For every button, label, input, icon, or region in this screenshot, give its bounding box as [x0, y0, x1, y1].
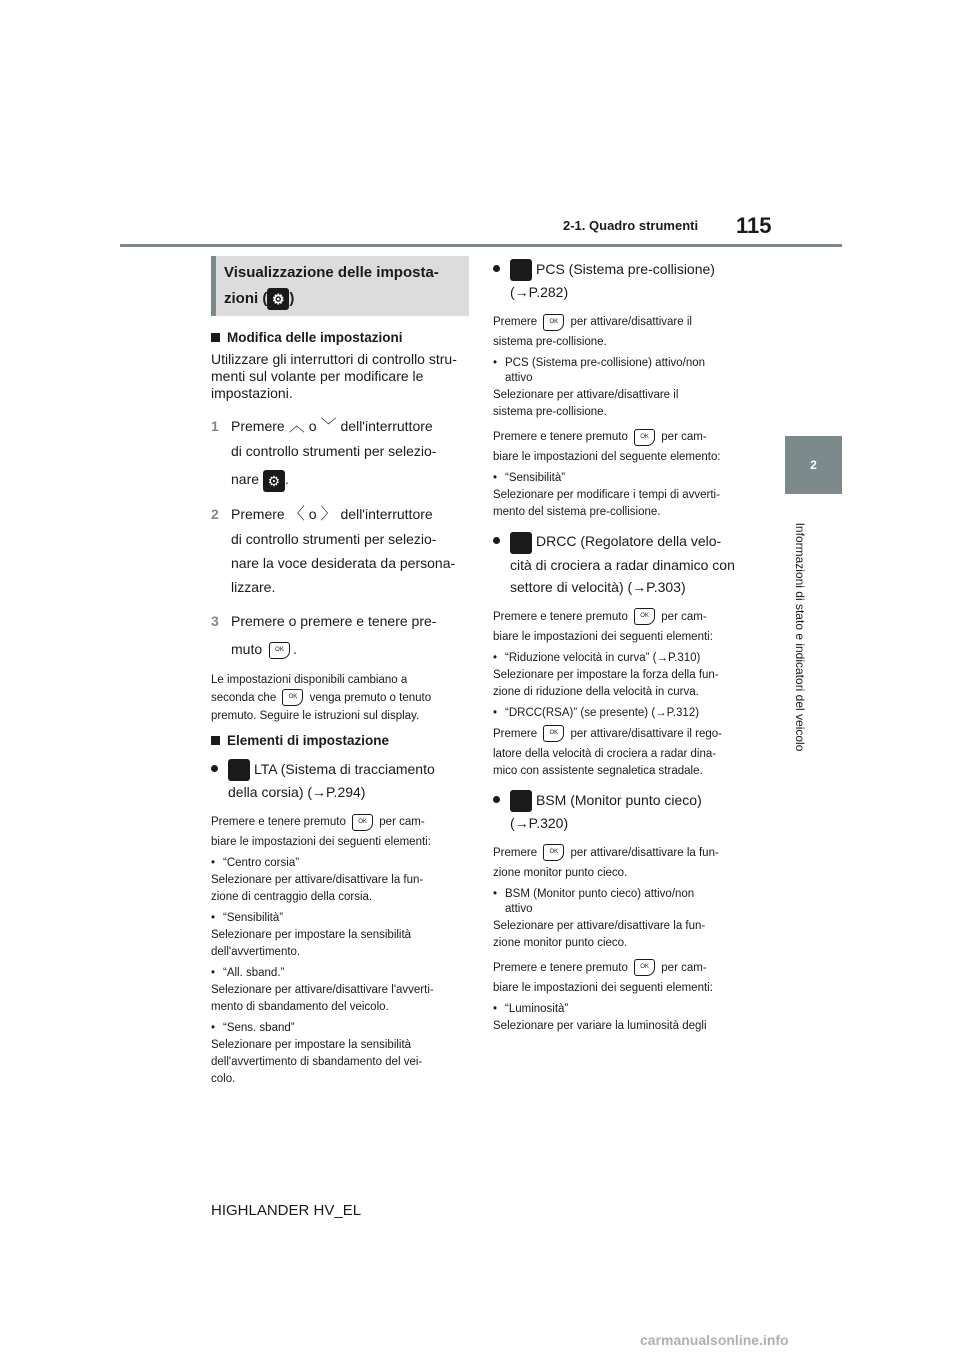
- chapter-title-text: Informazioni di stato e indicatori del veicolo: [793, 522, 807, 752]
- round-bullet-icon: [493, 537, 500, 544]
- drcc-icon: [510, 532, 532, 554]
- item-lta: LTA (Sistema di tracciamento della corsia) (→P.294): [211, 758, 469, 803]
- header-rule: [120, 244, 842, 247]
- item-drcc: DRCC (Regolatore della velo- cità di crociera a radar dinamico con settore di velocità) (→P.303): [493, 530, 751, 597]
- step-1: 1 Premere ︿ o ﹀ dell'interruttore di controllo strumenti per selezio- nare ⚙ .: [211, 414, 469, 492]
- settings-gear-icon: ⚙: [267, 288, 289, 310]
- step-2: 2 Premere 〈 o 〉 dell'interruttore di controllo strumenti per selezio- nare la voce desiderata da persona- lizzare.: [211, 502, 469, 599]
- ok-button-icon: OK: [543, 725, 564, 742]
- round-bullet-icon: [211, 765, 218, 772]
- chevron-left-icon: 〈: [288, 505, 305, 523]
- bsm-icon: [510, 790, 532, 812]
- chevron-down-icon: ﹀: [320, 418, 337, 436]
- footer-model: HIGHLANDER HV_EL: [211, 1202, 362, 1219]
- ok-button-icon: OK: [543, 844, 564, 861]
- square-bullet-icon: [211, 736, 220, 745]
- ok-button-icon: OK: [634, 429, 655, 446]
- watermark: carmanualsonline.info: [640, 1332, 789, 1348]
- subheading-modify: Modifica delle impostazioni: [211, 330, 469, 345]
- chevron-right-icon: 〉: [320, 505, 337, 523]
- right-column: PCS (Sistema pre-collisione) (→P.282) Premere OK per attivare/disattivare il sistema pre-collisione. • PCS (Sistema pre-collisione) attivo/non attivo Selezionare per attivare/disattivare il sistema pre-collisione. Premere e tenere premuto OK per cam- biare le impostazioni del seguente elemento: • “Sensibilità” Selezionare per modificare i tempi di avverti- mento del sistema pre-collisione. DRCC (Regolatore della velo- cità di crociera a radar dinamico con settore di velocità) (→P.303) Premere e tenere premuto OK per cam- biare le impostazioni dei seguenti elementi: • “Riduzione velocità in curva” (→P.310) Selezionare per impostare la forza della fun- zione di riduzione della velocità in curva. • “DRCC(RSA)” (se presente) (→P.312) Premere OK per attivare/disattivare il rego- latore della velocità di crociera a radar dina- mico con assistente segnaletica stradale. BSM (Monitor punto cieco) (→P.320) Premere OK per attivare/disattivare la fun- zione monitor punto cieco. • BSM (Monitor punto cieco) attivo/non attivo Selezionare per attivare/disattivare la fun- zione monitor punto cieco. Premere e tenere premuto OK per cam- biare le impostazioni dei seguenti elementi: • “Luminosità” Selezionare per variare la luminosità degli: [493, 256, 751, 1036]
- bullet-riduzione-velocita: • “Riduzione velocità in curva” (→P.310): [493, 651, 701, 664]
- bullet-sens-sband: • “Sens. sband”: [211, 1022, 295, 1035]
- ok-button-icon: OK: [634, 608, 655, 625]
- ok-button-icon: OK: [352, 814, 373, 831]
- bullet-bsm-on-off: • BSM (Monitor punto cieco) attivo/non attivo: [493, 887, 695, 915]
- bullet-pcs-sensibilita: • “Sensibilità”: [493, 472, 566, 485]
- intro-text: Utilizzare gli interruttori di controllo stru- menti sul volante per modificare le impostazioni.: [211, 351, 457, 401]
- note-text: Le impostazioni disponibili cambiano a seconda che OK venga premuto o tenuto premuto. Seguire le istruzioni sul display.: [211, 673, 432, 722]
- chevron-up-icon: ︿: [288, 418, 305, 436]
- ok-button-icon: OK: [543, 314, 564, 331]
- section-title-line1: Visualizzazione delle imposta-: [224, 264, 439, 281]
- round-bullet-icon: [493, 265, 500, 272]
- chapter-title: [790, 506, 810, 768]
- ok-button-icon: OK: [634, 959, 655, 976]
- settings-gear-icon: ⚙: [263, 470, 285, 492]
- ok-button-icon: OK: [269, 642, 290, 659]
- bullet-sensibilita: • “Sensibilità”: [211, 912, 284, 925]
- lta-icon: [228, 759, 250, 781]
- chapter-tab: 2: [785, 436, 842, 494]
- bullet-drcc-rsa: • “DRCC(RSA)” (se presente) (→P.312): [493, 706, 700, 719]
- left-column: Visualizzazione delle imposta- zioni ( ⚙ ) Modifica delle impostazioni Utilizzare gli interruttori di controllo stru- menti sul volante per modificare le impostazioni. 1 Premere ︿ o ﹀ dell'interruttore di controllo strumenti per selezio- nare ⚙ . 2 Premere 〈 o 〉 dell'interruttore di controllo strumenti per selezio- nare la voce desiderata da persona- lizzare. 3 Premere o premere e tenere pre- muto OK . Le impostazioni disponibili cambiano a seconda che OK venga premuto o tenuto premuto. Seguire le istruzioni sul display. Elementi di impostazione LTA (Sistema di tracciamento della corsia) (→P.294) Premere e tenere premuto OK per cam- biare le impostazioni dei seguenti elementi: • “Centro corsia” Selezionare per attivare/disattivare la fun- zione di centraggio della corsia. • “Sensibilità” Selezionare per impostare la sensibilità dell'avvertimento. • “All. sband.” Selezionare per attivare/disattivare l'avverti- mento di sbandamento del veicolo. • “Sens. sband” Selezionare per impostare la sensibilità dell'avvertimento di sbandamento del vei- colo.: [211, 256, 469, 1089]
- item-pcs: PCS (Sistema pre-collisione) (→P.282): [493, 258, 751, 303]
- bullet-all-sband: • “All. sband.”: [211, 967, 285, 980]
- step-3: 3 Premere o premere e tenere pre- muto OK .: [211, 612, 437, 657]
- square-bullet-icon: [211, 333, 220, 342]
- section-box: [211, 256, 469, 316]
- item-bsm: BSM (Monitor punto cieco) (→P.320): [493, 789, 751, 834]
- bullet-centro-corsia: • “Centro corsia”: [211, 857, 300, 870]
- bullet-pcs-on-off: • PCS (Sistema pre-collisione) attivo/non attivo: [493, 357, 706, 385]
- round-bullet-icon: [493, 796, 500, 803]
- ok-button-icon: OK: [282, 689, 303, 706]
- page-number: 115: [736, 213, 772, 238]
- pcs-icon: [510, 259, 532, 281]
- subheading-elements: Elementi di impostazione: [211, 733, 469, 748]
- header-section: 2-1. Quadro strumenti: [563, 218, 699, 233]
- section-title-line2: zioni ( ⚙ ): [224, 286, 461, 312]
- bullet-luminosita: • “Luminosità”: [493, 1002, 569, 1015]
